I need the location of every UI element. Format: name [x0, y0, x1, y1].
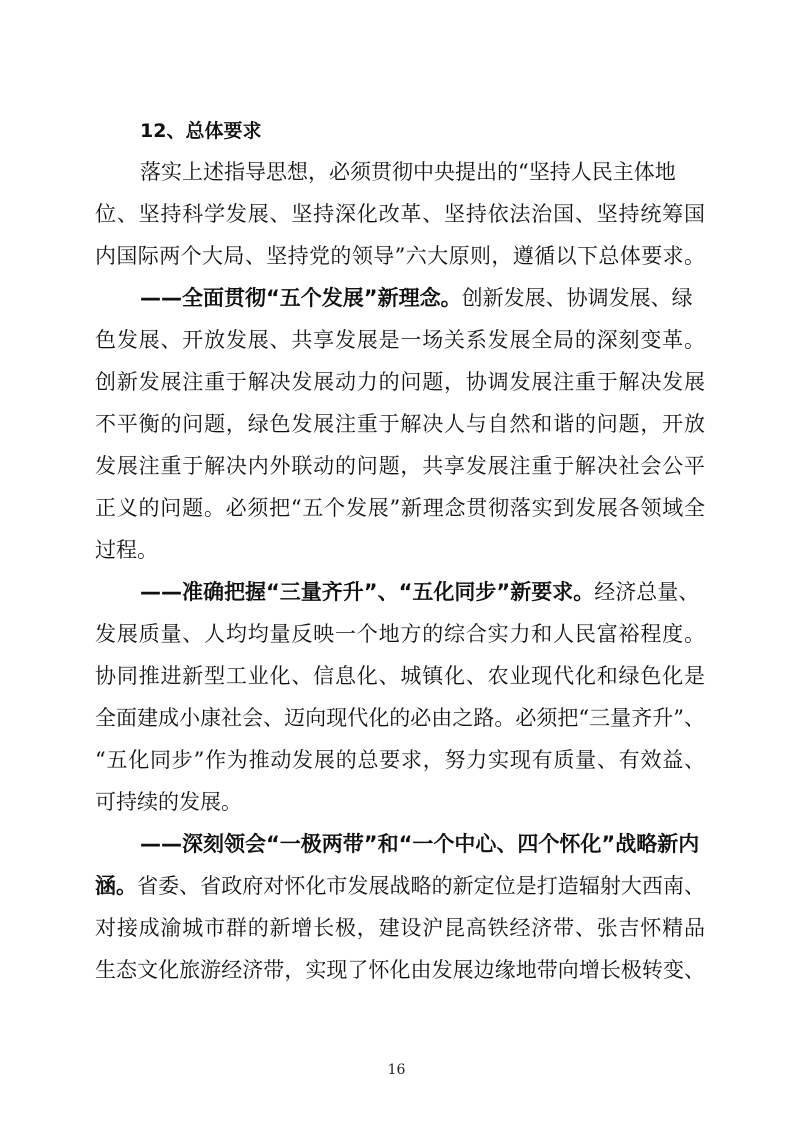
paragraph-line: 内国际两个大局、坚持党的领导”六大原则，遵循以下总体要求。: [95, 244, 705, 268]
emphasis-lead: ——全面贯彻“五个发展”新理念。: [140, 286, 462, 310]
paragraph-line: 发展质量、人均均量反映一个地方的综合实力和人民富裕程度。: [95, 622, 705, 646]
paragraph-line: ——全面贯彻“五个发展”新理念。创新发展、协调发展、绿: [140, 286, 693, 310]
paragraph-line: 正义的问题。必须把“五个发展”新理念贯彻落实到发展各领域全: [95, 496, 705, 520]
paragraph-line: 协同推进新型工业化、信息化、城镇化、农业现代化和绿色化是: [95, 664, 705, 688]
emphasis-lead: ——深刻领会“一极两带”和“一个中心、四个怀化”战略新内: [140, 832, 700, 856]
paragraph-line: ——准确把握“三量齐升”、“五化同步”新要求。经济总量、: [140, 580, 700, 604]
paragraph-line: 创新发展注重于解决发展动力的问题，协调发展注重于解决发展: [95, 370, 705, 394]
emphasis-lead: 涵。: [95, 874, 138, 898]
page-number: 16: [387, 1062, 406, 1078]
paragraph-line: 色发展、开放发展、共享发展是一场关系发展全局的深刻变革。: [95, 328, 705, 352]
paragraph-line: “五化同步”作为推动发展的总要求，努力实现有质量、有效益、: [95, 748, 705, 772]
paragraph-line: 涵。省委、省政府对怀化市发展战略的新定位是打造辐射大西南、: [95, 874, 705, 898]
paragraph-line: [140, 830, 705, 858]
paragraph-line: 生态文化旅游经济带，实现了怀化由发展边缘地带向增长极转变、: [95, 958, 705, 982]
paragraph-line: 不平衡的问题，绿色发展注重于解决人与自然和谐的问题，开放: [95, 412, 705, 436]
paragraph-line: 对接成渝城市群的新增长极，建设沪昆高铁经济带、张吉怀精品: [95, 916, 705, 940]
section-heading: 12、总体要求: [140, 120, 262, 142]
paragraph-line: 发展注重于解决内外联动的问题，共享发展注重于解决社会公平: [95, 454, 705, 478]
paragraph-line: 全面建成小康社会、迈向现代化的必由之路。必须把“三量齐升”、: [95, 706, 705, 730]
paragraph-line: 落实上述指导思想，必须贯彻中央提出的“坚持人民主体地: [140, 160, 676, 184]
paragraph-line: 可持续的发展。: [95, 790, 242, 814]
emphasis-lead: ——准确把握“三量齐升”、“五化同步”新要求。: [140, 580, 595, 604]
paragraph-line: 位、坚持科学发展、坚持深化改革、坚持依法治国、坚持统筹国: [95, 202, 705, 226]
paragraph-line: 过程。: [95, 538, 158, 562]
